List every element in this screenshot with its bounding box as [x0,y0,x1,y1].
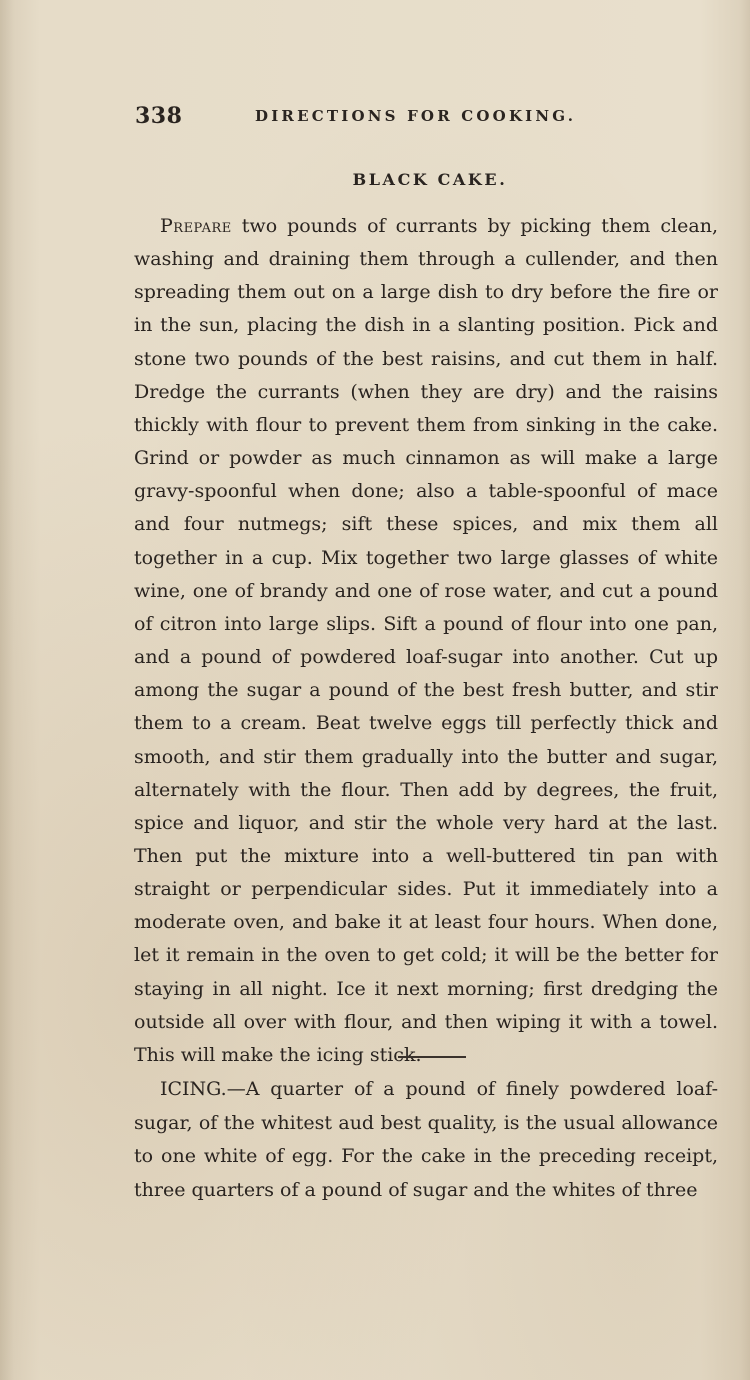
paragraph-text: two pounds of currants by picking them clean, washing and draining them through a cullender, and then spreading them out on a large dish to dry before the fire or in the sun, placing the dish in a slanting position. Pick and stone two pounds of the best raisins, and cut them in half. Dredge the currants (when they are dry) and the raisins thickly with flour to prevent them from sinking in the cake. Grind or powder as much cinnamon as will make a large gravy-spoonful when done; also a table-spoonful of mace and four nutmegs; sift these spices, and mix them all together in a cup. Mix together two large glasses of white wine, one of brandy and one of rose water, and cut a pound of citron into large slips. Sift a pound of flour into one pan, and a pound of powdered loaf-sugar into another. Cut up among the sugar a pound of the best fresh butter, and stir them to a cream. Beat twelve eggs till perfectly thick and smooth, and stir them gradually into the butter and sugar, alternately with the flour. Then add by degrees, the fruit, spice and liquor, and stir the whole very hard at the last. Then put the mixture into a well-buttered tin pan with straight or perpendicular sides. Put it immediately into a moderate oven, and bake it at least four hours. When done, let it remain in the oven to get cold; it will be the better for staying in all night. Ice it next morning; first dredging the outside all over with flour, and then wiping it with a towel. This will make the icing stick. [134,215,718,1066]
paragraph-text: A quarter of a pound of finely powdered loaf-sugar, of the whitest aud best quality, is the usual allowance to one white of egg. For the cake in the preceding receipt, three quarters of a pound of sugar and the whites of three [134,1078,718,1201]
recipe-paragraph [134,210,718,1072]
section-divider [398,1056,466,1058]
section-title: BLACK CAKE. [352,170,508,189]
lead-word: ICING.— [160,1078,246,1100]
lead-word: Prepare [160,215,232,237]
icing-paragraph [134,1073,718,1207]
page-header [135,103,615,133]
running-head: DIRECTIONS FOR COOKING. [255,107,577,125]
page-number: 338 [135,103,183,129]
